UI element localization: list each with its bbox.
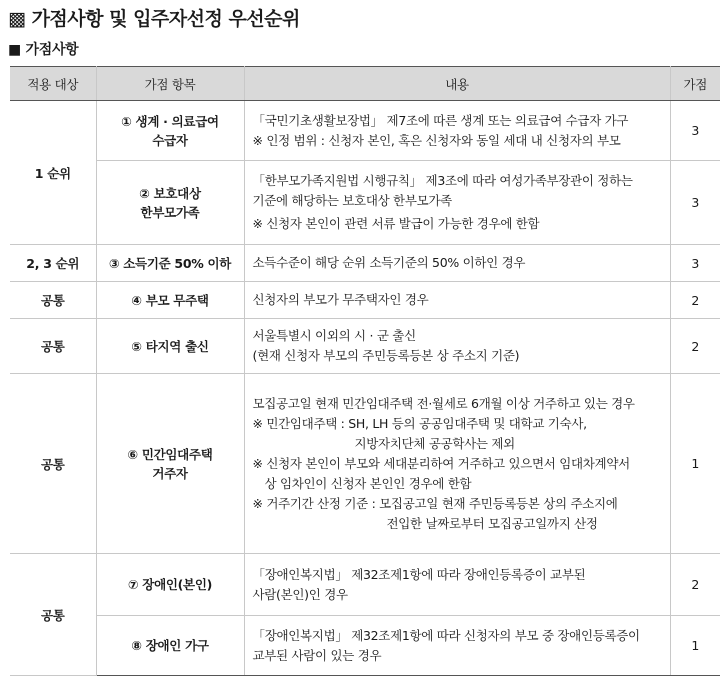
row-points: 2 bbox=[670, 554, 720, 616]
header-content: 내용 bbox=[244, 67, 670, 101]
bonus-points-table bbox=[10, 66, 720, 676]
item-line: 거주자 bbox=[152, 465, 188, 481]
table-row bbox=[10, 616, 720, 676]
item-line: ④ 부모 무주택 bbox=[131, 292, 209, 308]
content-line: ※ 거주기간 산정 기준 : 모집공고일 현재 주민등록등본 상의 주소지에 bbox=[252, 495, 618, 511]
item-line: ① 생계 · 의료급여 bbox=[121, 113, 219, 129]
row-target: 2, 3 순위 bbox=[10, 245, 96, 282]
row-item bbox=[96, 101, 244, 161]
content-line: 기준에 해당하는 보호대상 한부모가족 bbox=[252, 193, 452, 208]
table-row bbox=[10, 161, 720, 245]
row-points: 3 bbox=[670, 161, 720, 245]
header-points: 가점 bbox=[670, 67, 720, 101]
item-line: 한부모가족 bbox=[140, 204, 200, 220]
table-row bbox=[10, 282, 720, 319]
item-line: ⑧ 장애인 가구 bbox=[131, 638, 209, 653]
item-line: ⑤ 타지역 출신 bbox=[131, 338, 209, 354]
item-line: ⑥ 민간임대주택 bbox=[127, 446, 213, 462]
row-target: 공통 bbox=[10, 282, 96, 319]
table-row bbox=[10, 319, 720, 374]
content-line: 모집공고일 현재 민간임대주택 전·월세로 6개월 이상 거주하고 있는 경우 bbox=[252, 395, 635, 411]
content-line: 서울특별시 이외의 시 · 군 출신 bbox=[252, 328, 416, 343]
item-line: 수급자 bbox=[152, 132, 188, 148]
row-target: 공통 bbox=[10, 319, 96, 374]
row-item bbox=[96, 374, 244, 554]
row-points: 1 bbox=[670, 374, 720, 554]
content-line: 소득수준이 해당 순위 소득기준의 50% 이하인 경우 bbox=[252, 255, 526, 270]
row-content bbox=[244, 374, 670, 554]
section-title: ■ 가점사항 bbox=[8, 42, 79, 58]
row-target: 공통 bbox=[10, 374, 96, 554]
row-item bbox=[96, 282, 244, 319]
row-target: 1 순위 bbox=[10, 101, 96, 245]
content-line: 「장애인복지법」 제32조제1항에 따라 신청자의 부모 중 장애인등록증이 bbox=[252, 627, 640, 643]
content-line: 지방자치단체 공공학사는 제외 bbox=[354, 435, 515, 451]
content-line: 사람(본인)인 경우 bbox=[252, 586, 348, 602]
item-line: ⑦ 장애인(본인) bbox=[127, 577, 213, 592]
row-points: 3 bbox=[670, 245, 720, 282]
table-row bbox=[10, 554, 720, 616]
content-line: ※ 신청자 본인이 부모와 세대분리하여 거주하고 있으면서 임대차계약서 bbox=[252, 455, 630, 471]
row-content bbox=[244, 616, 670, 676]
content-line: 상 임차인이 신청자 본인인 경우에 한함 bbox=[264, 475, 472, 491]
item-line: ② 보호대상 bbox=[139, 185, 201, 201]
row-content bbox=[244, 245, 670, 282]
content-line: 교부된 사람이 있는 경우 bbox=[252, 647, 382, 663]
row-item bbox=[96, 616, 244, 676]
content-line: 전입한 날짜로부터 모집공고일까지 산정 bbox=[386, 515, 598, 531]
row-points: 1 bbox=[670, 616, 720, 676]
table-row bbox=[10, 101, 720, 161]
item-line: ③ 소득기준 50% 이하 bbox=[108, 255, 232, 271]
row-points: 2 bbox=[670, 319, 720, 374]
content-line: 「국민기초생활보장법」 제7조에 따른 생계 또는 의료급여 수급자 가구 bbox=[252, 112, 629, 128]
content-line: ※ 민간임대주택 : SH, LH 등의 공공임대주택 및 대학교 기숙사, bbox=[252, 415, 587, 431]
row-content bbox=[244, 554, 670, 616]
content-line: 「한부모가족지원법 시행규칙」 제3조에 따라 여성가족부장관이 정하는 bbox=[252, 173, 633, 188]
row-points: 3 bbox=[670, 101, 720, 161]
content-line: ※ 인정 범위 : 신청자 본인, 혹은 신청자와 동일 세대 내 신청자의 부모 bbox=[252, 132, 621, 148]
row-content bbox=[244, 161, 670, 245]
row-item bbox=[96, 161, 244, 245]
content-line: (현재 신청자 부모의 주민등록등본 상 주소지 기준) bbox=[252, 348, 520, 363]
header-item: 가점 항목 bbox=[96, 67, 244, 101]
content-line: ※ 신청자 본인이 관련 서류 발급이 가능한 경우에 한함 bbox=[252, 216, 540, 231]
content-line: 신청자의 부모가 무주택자인 경우 bbox=[252, 292, 429, 307]
content-line: 「장애인복지법」 제32조제1항에 따라 장애인등록증이 교부된 bbox=[252, 566, 586, 582]
header-target: 적용 대상 bbox=[10, 67, 96, 101]
row-target: 공통 bbox=[10, 554, 96, 676]
table-row bbox=[10, 245, 720, 282]
page-title: ▩ 가점사항 및 입주자선정 우선순위 bbox=[8, 8, 300, 30]
row-content bbox=[244, 282, 670, 319]
row-points: 2 bbox=[670, 282, 720, 319]
table-header-row bbox=[10, 67, 720, 101]
table-row bbox=[10, 374, 720, 554]
row-item bbox=[96, 319, 244, 374]
row-content bbox=[244, 101, 670, 161]
row-item bbox=[96, 245, 244, 282]
row-item bbox=[96, 554, 244, 616]
row-content bbox=[244, 319, 670, 374]
